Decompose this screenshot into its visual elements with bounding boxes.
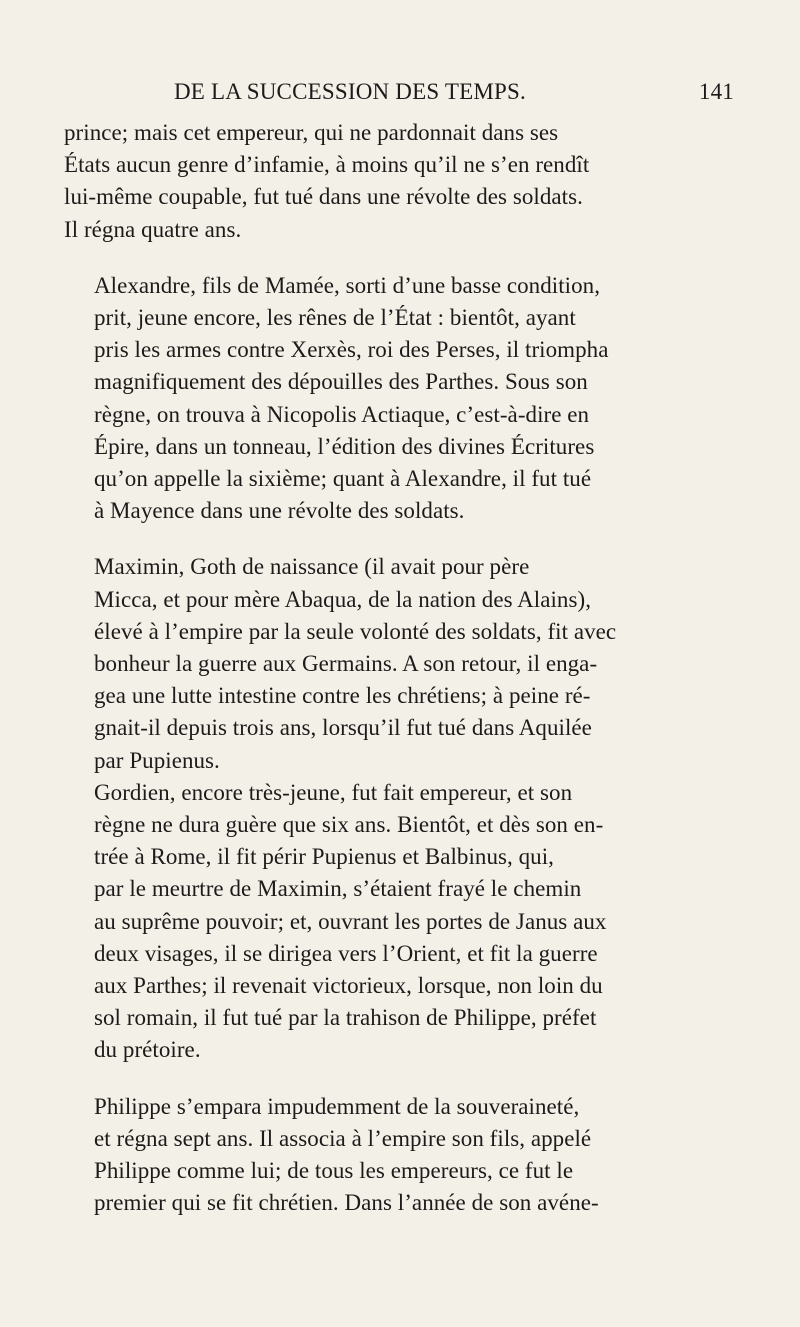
text-line: gea une lutte intestine contre les chrétiens; à peine ré-: [94, 683, 591, 709]
text-line: Micca, et pour mère Abaqua, de la nation des Alains),: [94, 586, 591, 612]
text-line: du prétoire.: [94, 1037, 201, 1063]
paragraph-philippe: [64, 1091, 738, 1220]
text-line: États aucun genre d’infamie, à moins qu’il ne s’en rendît: [64, 152, 590, 178]
text-line: prit, jeune encore, les rênes de l’État : bientôt, ayant: [94, 305, 576, 331]
text-line: règne ne dura guère que six ans. Bientôt, et dès son en-: [94, 812, 604, 838]
text-line: Philippe comme lui; de tous les empereurs, ce fut le: [94, 1158, 574, 1184]
text-line: gnait-il depuis trois ans, lorsqu’il fut tué dans Aquilée: [94, 715, 592, 741]
text-line: pris les armes contre Xerxès, roi des Perses, il triompha: [94, 337, 609, 363]
text-line: Maximin, Goth de naissance (il avait pour père: [94, 554, 530, 580]
text-line: au suprême pouvoir; et, ouvrant les portes de Janus aux: [94, 908, 607, 934]
page-number: 141: [698, 79, 734, 104]
text-block: [64, 117, 738, 1220]
text-line: par le meurtre de Maximin, s’étaient frayé le chemin: [94, 876, 582, 902]
text-line: Philippe s’empara impudemment de la souveraineté,: [94, 1093, 580, 1119]
running-title: DE LA SUCCESSION DES TEMPS.: [174, 79, 526, 104]
paragraph-gordien: [64, 777, 738, 1067]
text-line: prince; mais cet empereur, qui ne pardonnait dans ses: [64, 120, 559, 145]
text-line: Il régna quatre ans.: [64, 216, 242, 242]
text-line: bonheur la guerre aux Germains. A son retour, il enga-: [94, 651, 598, 677]
text-line: règne, on trouva à Nicopolis Actiaque, c’est-à-dire en: [94, 401, 590, 427]
text-line: élevé à l’empire par la seule volonté des soldats, fit avec: [94, 618, 617, 644]
text-line: par Pupienus.: [94, 747, 220, 773]
text-line: Gordien, encore très-jeune, fut fait empereur, et son: [94, 779, 573, 805]
text-line: trée à Rome, il fit périr Pupienus et Balbinus, qui,: [94, 844, 554, 870]
text-line: aux Parthes; il revenait victorieux, lorsque, non loin du: [94, 973, 603, 999]
text-line: qu’on appelle la sixième; quant à Alexandre, il fut tué: [94, 466, 592, 492]
text-line: magnifiquement des dépouilles des Parthes. Sous son: [94, 369, 588, 395]
text-line: à Mayence dans une révolte des soldats.: [94, 498, 465, 524]
running-head: [174, 75, 734, 109]
paragraph-maximin: [64, 551, 738, 776]
text-line: sol romain, il fut tué par la trahison de Philippe, préfet: [94, 1005, 597, 1031]
paragraph-empereur-end: [64, 117, 738, 246]
text-line: deux visages, il se dirigea vers l’Orient, et fit la guerre: [94, 940, 598, 966]
text-line: Épire, dans un tonneau, l’édition des divines Écritures: [94, 433, 595, 459]
text-line: et régna sept ans. Il associa à l’empire son fils, appelé: [94, 1125, 592, 1151]
text-line: Alexandre, fils de Mamée, sorti d’une basse condition,: [94, 272, 601, 298]
text-line: lui-même coupable, fut tué dans une révolte des soldats.: [64, 184, 583, 210]
paragraph-alexandre: [64, 270, 738, 528]
text-line: premier qui se fit chrétien. Dans l’année de son avéne-: [94, 1190, 599, 1216]
